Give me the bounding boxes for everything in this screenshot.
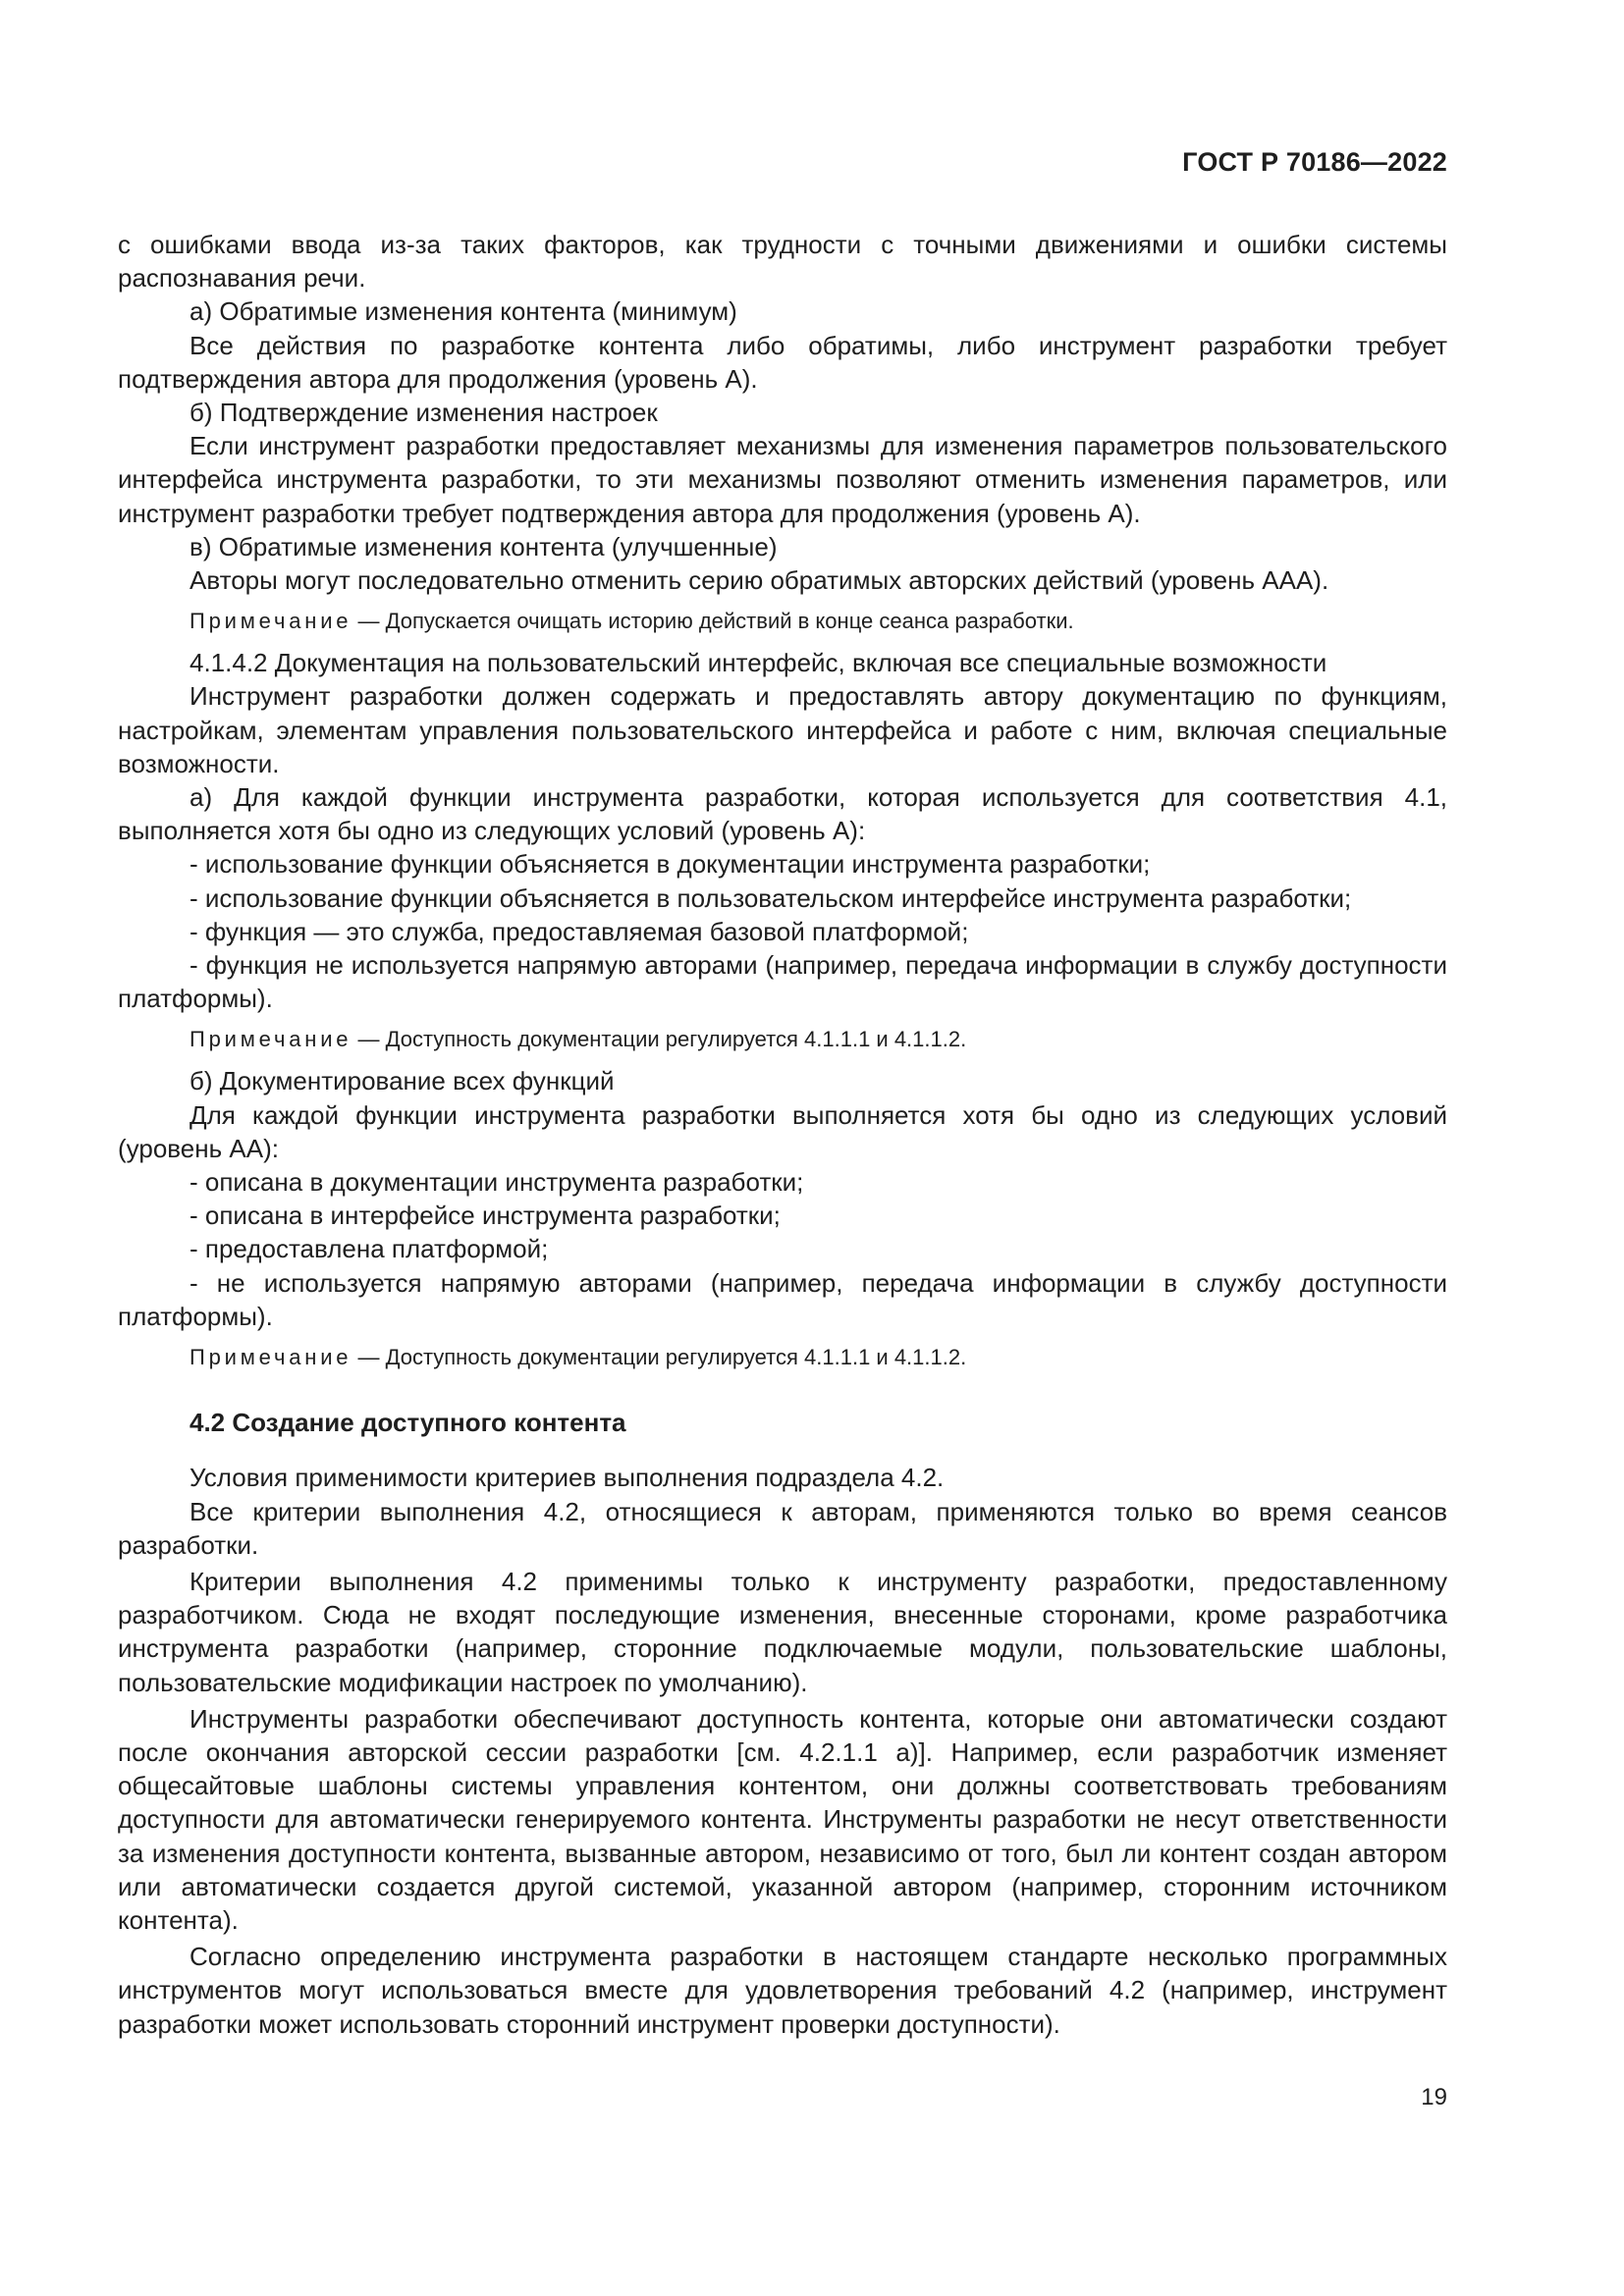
paragraph: Все критерии выполнения 4.2, относящиеся к авторам, применяются только во время сеансов разработки. (118, 1496, 1447, 1560)
note (118, 1343, 1447, 1372)
paragraph: Авторы могут последовательно отменить серию обратимых авторских действий (уровень ААА). (189, 565, 1329, 596)
list-item-heading: а) Обратимые изменения контента (минимум) (189, 296, 737, 327)
list-item: - не используется напрямую авторами (например, передача информации в службу доступности платформы). (118, 1267, 1447, 1331)
list-item: - использование функции объясняется в пользовательском интерфейсе инструмента разработки; (189, 882, 1352, 913)
list-item-heading: б) Подтверждение изменения настроек (189, 398, 658, 428)
paragraph: Условия применимости критериев выполнения подраздела 4.2. (189, 1463, 945, 1493)
note (118, 607, 1447, 636)
paragraph: Согласно определению инструмента разработки в настоящем стандарте несколько программных инструментов могут использоваться вместе для удовлетворения требований 4.2 (например, инструмент разработки может использовать сторонний инструмент проверки доступности). (118, 1942, 1447, 2039)
note-label: Примечание (189, 609, 352, 634)
list-item: - функция — это служба, предоставляемая базовой платформой; (189, 916, 969, 946)
subsection-title: 4.1.4.2 Документация на пользовательский интерфейс, включая все специальные возможности (189, 648, 1327, 678)
paragraph: Инструменты разработки обеспечивают доступность контента, которые они автоматически создают после окончания авторской сессии разработки [см. 4.2.1.1 а)]. Например, если разработчик изменяет общесайтовые шаблоны системы управления контентом, они должны соответствовать требованиям доступности для автоматически генерируемого контента. Инструменты разработки не несут ответственности за изменения доступности контента, вызванные автором, независимо от того, был ли контент создан автором или автоматически создается другой системой, указанной автором (например, сторонним источником контента). (118, 1703, 1447, 1935)
list-item: - описана в документации инструмента разработки; (189, 1167, 804, 1198)
paragraph: Если инструмент разработки предоставляет механизмы для изменения параметров пользовательского интерфейса инструмента разработки, то эти механизмы позволяют отменить изменения параметров, или инструмент разработки требует подтверждения автора для продолжения (уровень А). (118, 431, 1447, 528)
list-item: - описана в интерфейсе инструмента разработки; (189, 1201, 781, 1231)
note-text: — Доступность документации регулируется 4.1.1.1 и 4.1.1.2. (352, 1345, 967, 1370)
note-label: Примечание (189, 1345, 352, 1370)
note (118, 1025, 1447, 1054)
paragraph: Критерии выполнения 4.2 применимы только к инструменту разработки, предоставленному разработчиком. Сюда не входят последующие изменения, внесенные сторонами, кроме разработчика инструмента разработки (например, сторонние подключаемые модули, пользовательские шаблоны, пользовательские модификации настроек по умолчанию). (118, 1566, 1447, 1697)
list-item: - функция не используется напрямую авторами (например, передача информации в службу доступности платформы). (118, 950, 1447, 1014)
note-text: — Допускается очищать историю действий в конце сеанса разработки. (352, 609, 1074, 634)
section-heading: 4.2 Создание доступного контента (189, 1408, 626, 1438)
list-item: - использование функции объясняется в документации инструмента разработки; (189, 849, 1151, 880)
note-text: — Доступность документации регулируется 4.1.1.1 и 4.1.1.2. (352, 1027, 967, 1052)
list-item-heading: б) Документирование всех функций (189, 1066, 615, 1096)
paragraph: а) Для каждой функции инструмента разработки, которая используется для соответствия 4.1, выполняется хотя бы одно из следующих условий (уровень А): (118, 782, 1447, 846)
paragraph: Инструмент разработки должен содержать и предоставлять автору документацию по функциям, настройкам, элементам управления пользовательского интерфейса и работе с ним, включая специальные возможности. (118, 681, 1447, 778)
paragraph: с ошибками ввода из-за таких факторов, как трудности с точными движениями и ошибки системы распознавания речи. (118, 230, 1447, 294)
note-label: Примечание (189, 1027, 352, 1052)
list-item-heading: в) Обратимые изменения контента (улучшенные) (189, 531, 778, 561)
document-body (118, 228, 1447, 2041)
page-number: 19 (1421, 2084, 1447, 2110)
document-id-header: ГОСТ Р 70186—2022 (1182, 147, 1447, 177)
list-item: - предоставлена платформой; (189, 1234, 549, 1264)
paragraph: Все действия по разработке контента либо обратимы, либо инструмент разработки требует подтверждения автора для продолжения (уровень А). (118, 330, 1447, 394)
paragraph: Для каждой функции инструмента разработки выполняется хотя бы одно из следующих условий (уровень АА): (118, 1099, 1447, 1163)
